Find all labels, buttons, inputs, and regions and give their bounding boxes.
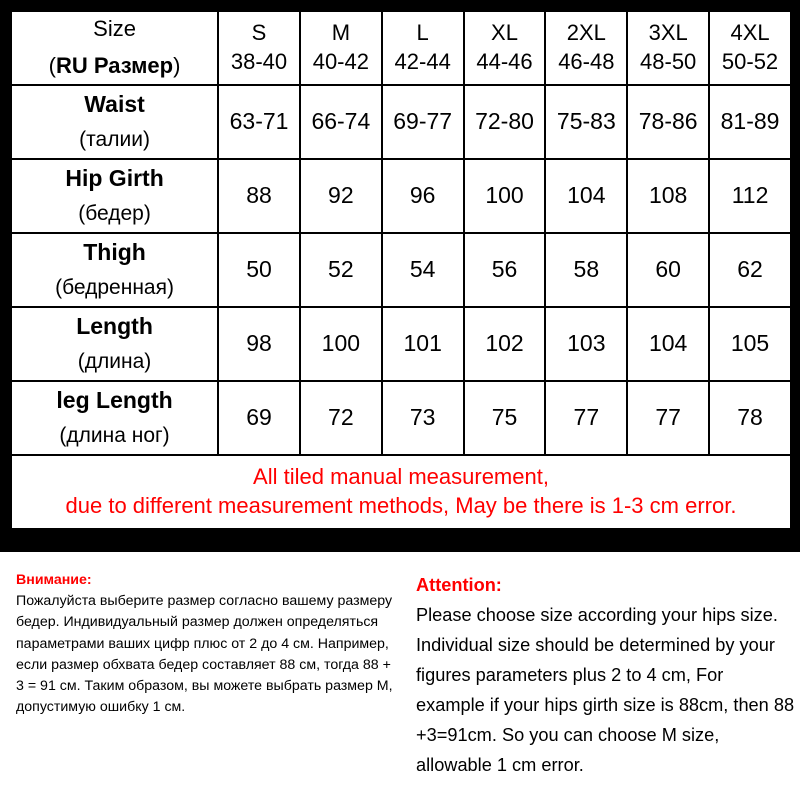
note-line-1: All tiled manual measurement,	[253, 464, 549, 490]
row-label: Waist (талии)	[11, 85, 218, 159]
attention-ru-body: Пожалуйста выберите размер согласно вашему размеру бедер. Индивидуальный размер должен определяться параметрами ваших цифр плюс от 2 до 4 см. Например, если размер обхвата бедер составляет 88 см, тогда 88 + 3 = 91 см. Таким образом, вы можете выбрать размер M, допустимую ошибку 1 см.	[16, 593, 393, 716]
table-cell: 81-89	[709, 85, 791, 159]
table-cell: 69-77	[382, 85, 464, 159]
attention-ru-title: Внимание:	[16, 572, 92, 588]
row-label: Thigh (бедренная)	[11, 233, 218, 307]
size-header-3xl: 3XL 48-50	[627, 11, 709, 85]
table-row-length	[11, 307, 791, 381]
size-header-2xl: 2XL 46-48	[545, 11, 627, 85]
table-cell: 69	[218, 381, 300, 455]
table-cell: 78	[709, 381, 791, 455]
table-cell: 66-74	[300, 85, 382, 159]
size-header-l: L 42-44	[382, 11, 464, 85]
table-cell: 58	[545, 233, 627, 307]
size-header-4xl: 4XL 50-52	[709, 11, 791, 85]
row-label: Length (длина)	[11, 307, 218, 381]
measurement-note	[11, 455, 791, 529]
table-cell: 88	[218, 159, 300, 233]
attention-en-panel	[416, 570, 796, 780]
table-cell: 78-86	[627, 85, 709, 159]
ru-size-label: (RU Размер)	[48, 53, 181, 78]
table-cell: 96	[382, 159, 464, 233]
size-label: Size	[93, 16, 136, 42]
table-cell: 101	[382, 307, 464, 381]
table-cell: 54	[382, 233, 464, 307]
table-cell: 103	[545, 307, 627, 381]
table-cell: 62	[709, 233, 791, 307]
row-label: Hip Girth (бедер)	[11, 159, 218, 233]
table-cell: 75-83	[545, 85, 627, 159]
table-row-hip-girth	[11, 159, 791, 233]
table-cell: 112	[709, 159, 791, 233]
table-cell: 92	[300, 159, 382, 233]
table-cell: 104	[627, 307, 709, 381]
size-header-xl: XL 44-46	[464, 11, 546, 85]
table-row-waist	[11, 85, 791, 159]
row-label: leg Length (длина ног)	[11, 381, 218, 455]
size-header-s: S 38-40	[218, 11, 300, 85]
measurement-note-row	[11, 455, 791, 529]
table-cell: 77	[545, 381, 627, 455]
size-header-m: M 40-42	[300, 11, 382, 85]
attention-ru-panel	[16, 570, 396, 718]
attention-en-body: Please choose size according your hips size. Individual size should be determined by your figures parameters plus 2 to 4 cm, For example if your hips girth size is 88cm, then 88 +3=91cm. So you can choose M size, allowable 1 cm error.	[416, 605, 795, 775]
size-chart-table	[10, 10, 792, 530]
table-cell: 102	[464, 307, 546, 381]
table-cell: 108	[627, 159, 709, 233]
table-cell: 52	[300, 233, 382, 307]
table-cell: 100	[464, 159, 546, 233]
table-cell: 100	[300, 307, 382, 381]
table-cell: 72-80	[464, 85, 546, 159]
table-cell: 77	[627, 381, 709, 455]
table-cell: 98	[218, 307, 300, 381]
table-cell: 73	[382, 381, 464, 455]
note-line-2: due to different measurement methods, May be there is 1-3 cm error.	[65, 493, 737, 518]
table-cell: 60	[627, 233, 709, 307]
table-cell: 63-71	[218, 85, 300, 159]
table-cell: 105	[709, 307, 791, 381]
table-cell: 104	[545, 159, 627, 233]
table-row-thigh	[11, 233, 791, 307]
table-cell: 72	[300, 381, 382, 455]
attention-en-title: Attention:	[416, 575, 502, 595]
size-label-cell	[11, 11, 218, 85]
table-cell: 75	[464, 381, 546, 455]
table-cell: 50	[218, 233, 300, 307]
table-row-leg-length	[11, 381, 791, 455]
table-cell: 56	[464, 233, 546, 307]
header-row	[11, 11, 791, 85]
